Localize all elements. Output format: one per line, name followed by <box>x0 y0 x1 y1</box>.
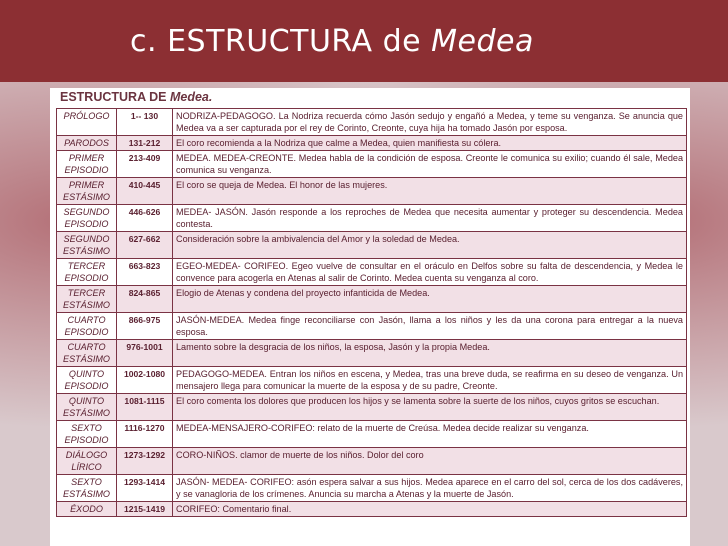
description-cell: CORO-NIÑOS. clamor de muerte de los niños. Dolor del coro <box>173 448 687 475</box>
description-cell: Consideración sobre la ambivalencia del Amor y la soledad de Medea. <box>173 232 687 259</box>
table-row <box>57 259 687 286</box>
section-cell: DIÁLOGO LÍRICO <box>57 448 117 475</box>
section-cell: SEXTO EPISODIO <box>57 421 117 448</box>
document-heading <box>60 90 212 104</box>
slide-title-prefix: c. ESTRUCTURA de <box>130 24 432 59</box>
section-cell: PRIMER ESTÁSIMO <box>57 178 117 205</box>
description-cell: MEDEA- JASÓN. Jasón responde a los reproches de Medea que necesita aumentar y proteger su descendencia. Medea contesta. <box>173 205 687 232</box>
table-row <box>57 178 687 205</box>
table-row <box>57 205 687 232</box>
table-row <box>57 367 687 394</box>
description-cell: CORIFEO: Comentario final. <box>173 502 687 517</box>
line-range-cell: 627-662 <box>117 232 173 259</box>
document-heading-italic: Medea. <box>169 90 213 104</box>
description-cell: EGEO-MEDEA- CORIFEO. Egeo vuelve de consultar en el oráculo en Delfos sobre su falta de descendencia, y Medea le convence para acogerla en Atenas al salir de Corinto. Medea cuenta su venganza al coro. <box>173 259 687 286</box>
line-range-cell: 1081-1115 <box>117 394 173 421</box>
table-row <box>57 421 687 448</box>
line-range-cell: 1273-1292 <box>117 448 173 475</box>
line-range-cell: 410-445 <box>117 178 173 205</box>
table-row <box>57 232 687 259</box>
table-row <box>57 340 687 367</box>
section-cell: TERCER EPISODIO <box>57 259 117 286</box>
line-range-cell: 1293-1414 <box>117 475 173 502</box>
section-cell: ÉXODO <box>57 502 117 517</box>
section-cell: TERCER ESTÁSIMO <box>57 286 117 313</box>
description-cell: MEDEA. MEDEA-CREONTE. Medea habla de la condición de esposa. Creonte le comunica su exilio; cuando él sale, Medea comunica su venganza. <box>173 151 687 178</box>
description-cell: El coro se queja de Medea. El honor de las mujeres. <box>173 178 687 205</box>
line-range-cell: 976-1001 <box>117 340 173 367</box>
description-cell: JASÓN- MEDEA- CORIFEO: asón espera salvar a sus hijos. Medea aparece en el carro del sol, cerca de los dos cadáveres, y se vanagloria de los crímenes. Anuncia su marcha a Atenas y la muerte de Jasón. <box>173 475 687 502</box>
table-row <box>57 394 687 421</box>
description-cell: JASÓN-MEDEA. Medea finge reconciliarse con Jasón, llama a los niños y les da una corona para entregar a la nueva esposa. <box>173 313 687 340</box>
structure-table <box>56 108 687 517</box>
section-cell: SEGUNDO ESTÁSIMO <box>57 232 117 259</box>
description-cell: El coro recomienda a la Nodriza que calme a Medea, quien manifiesta su cólera. <box>173 136 687 151</box>
section-cell: CUARTO EPISODIO <box>57 313 117 340</box>
table-row <box>57 448 687 475</box>
table-row <box>57 502 687 517</box>
line-range-cell: 1215-1419 <box>117 502 173 517</box>
description-cell: MEDEA-MENSAJERO-CORIFEO: relato de la muerte de Creúsa. Medea decide realizar su venganza. <box>173 421 687 448</box>
line-range-cell: 824-865 <box>117 286 173 313</box>
description-cell: Elogio de Atenas y condena del proyecto infanticida de Medea. <box>173 286 687 313</box>
line-range-cell: 213-409 <box>117 151 173 178</box>
line-range-cell: 663-823 <box>117 259 173 286</box>
description-cell: Lamento sobre la desgracia de los niños, la esposa, Jasón y la propia Medea. <box>173 340 687 367</box>
line-range-cell: 1116-1270 <box>117 421 173 448</box>
line-range-cell: 1-- 130 <box>117 109 173 136</box>
section-cell: PRÓLOGO <box>57 109 117 136</box>
line-range-cell: 131-212 <box>117 136 173 151</box>
section-cell: PRIMER EPISODIO <box>57 151 117 178</box>
section-cell: QUINTO EPISODIO <box>57 367 117 394</box>
section-cell: CUARTO ESTÁSIMO <box>57 340 117 367</box>
description-cell: PEDAGOGO-MEDEA. Entran los niños en escena, y Medea, tras una breve duda, se reafirma en su deseo de venganza. Un mensajero llega para comunicar la muerte de la esposa y de su padre, Creonte. <box>173 367 687 394</box>
section-cell: SEGUNDO EPISODIO <box>57 205 117 232</box>
table-row <box>57 313 687 340</box>
description-cell: NODRIZA-PEDAGOGO. La Nodriza recuerda cómo Jasón sedujo y engañó a Medea, y teme su venganza. Se anuncia que Medea va a ser capturada por el rey de Corinto, Creonte, cuya hija ha tomado Jasón por esposa. <box>173 109 687 136</box>
description-cell: El coro comenta los dolores que producen los hijos y se lamenta sobre la suerte de los niños, cuyos gritos se escuchan. <box>173 394 687 421</box>
table-row <box>57 136 687 151</box>
table-row <box>57 286 687 313</box>
document-image <box>50 88 690 546</box>
slide-title <box>130 24 534 59</box>
table-row <box>57 151 687 178</box>
document-heading-prefix: ESTRUCTURA DE <box>60 90 170 104</box>
table-row <box>57 475 687 502</box>
table-row <box>57 109 687 136</box>
section-cell: PARODOS <box>57 136 117 151</box>
section-cell: QUINTO ESTÁSIMO <box>57 394 117 421</box>
line-range-cell: 866-975 <box>117 313 173 340</box>
structure-table-body <box>57 109 687 517</box>
line-range-cell: 1002-1080 <box>117 367 173 394</box>
line-range-cell: 446-626 <box>117 205 173 232</box>
section-cell: SEXTO ESTÁSIMO <box>57 475 117 502</box>
slide-title-italic: Medea <box>431 24 534 59</box>
title-bar <box>0 0 728 82</box>
